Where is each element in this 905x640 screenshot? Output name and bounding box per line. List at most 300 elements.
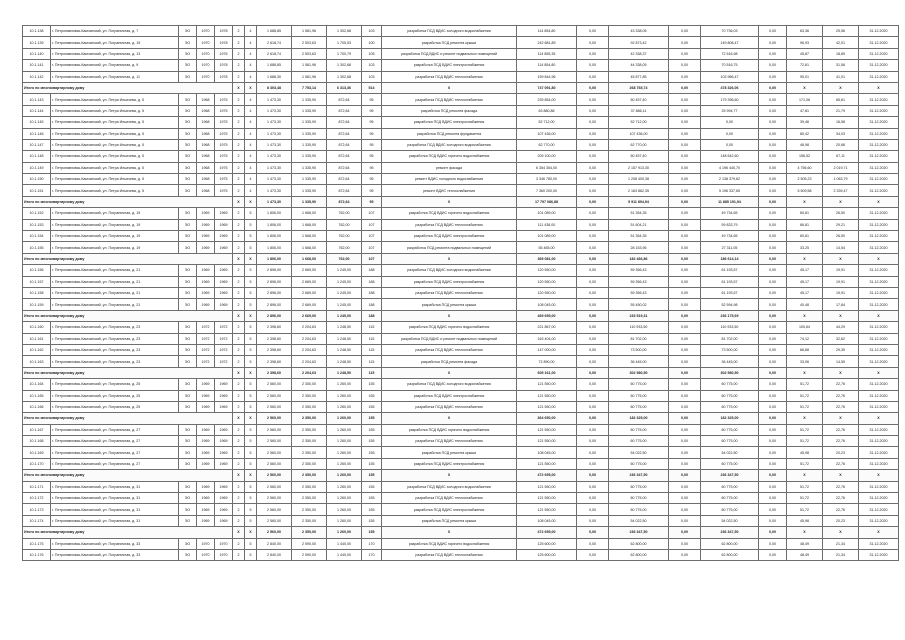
table-cell: 10.1.151 (23, 185, 51, 196)
table-cell: 1 335,90 (292, 128, 327, 139)
table-cell: 111 438,00 (517, 219, 577, 230)
table-cell: 10.1.176 (23, 549, 51, 560)
table-cell: ЭО (179, 151, 197, 162)
table-cell: 22,76 (823, 390, 859, 401)
table-cell: 2 505,23 (787, 174, 823, 185)
table-cell: ЭО (179, 515, 197, 526)
table-cell: 31.12.2020 (859, 208, 899, 219)
table-cell: Х (382, 82, 517, 93)
table-cell: ЭО (179, 94, 197, 105)
table-cell: 31.12.2020 (859, 219, 899, 230)
table-cell: 2 (233, 481, 245, 492)
table-cell: 1968 (197, 105, 215, 116)
total-label-cell: Итого по многоквартирному дому (23, 470, 233, 481)
table-cell: 0,00 (577, 447, 609, 458)
table-cell: 1970 (197, 71, 215, 82)
table-cell: 2 560,00 (257, 436, 292, 447)
table-cell: 51,72 (787, 504, 823, 515)
table-cell: 4 (245, 151, 257, 162)
table-cell: 0,00 (669, 82, 701, 93)
work-type-cell: разработка ПСД ВДИС теплоснабжения (382, 344, 517, 355)
table-row (23, 174, 899, 185)
table-cell: 2 (233, 60, 245, 71)
table-cell: 239 854,00 (517, 94, 577, 105)
table-cell: 31.12.2020 (859, 287, 899, 298)
table-cell: 108 045,00 (517, 299, 577, 310)
table-cell: 2 560,00 (257, 458, 292, 469)
table-cell: Х (823, 367, 859, 378)
table-cell: 1969 (197, 287, 215, 298)
table-cell: 72 890,00 (517, 356, 577, 367)
table-cell: 31.12.2020 (859, 344, 899, 355)
table-cell: 0,00 (577, 390, 609, 401)
table-cell: 4 (245, 26, 257, 37)
table-cell: 4 (245, 37, 257, 48)
table-cell: ЭО (179, 231, 197, 242)
table-cell: ЭО (179, 356, 197, 367)
table-cell: 121 550,00 (517, 458, 577, 469)
table-cell: 5 (245, 299, 257, 310)
table-cell: 872,64 (327, 174, 362, 185)
work-type-cell: разработка ПСД ВДИС холодного водоснабжения (382, 139, 517, 150)
table-cell: 60 775,00 (701, 458, 759, 469)
table-cell: 1 668,00 (292, 208, 327, 219)
table-row (23, 401, 899, 412)
table-cell: 22,76 (823, 493, 859, 504)
table-cell: 5 (245, 344, 257, 355)
work-type-cell: разработка ПСД ВДИС теплоснабжения (382, 401, 517, 412)
address-cell: г. Петропавловск-Камчатский, ул. Пограничная, д. 11 (51, 71, 179, 82)
table-cell: 10.1.170 (23, 458, 51, 469)
table-cell: 1968 (197, 151, 215, 162)
table-cell: 0,00 (577, 82, 609, 93)
table-cell: 10.1.142 (23, 71, 51, 82)
table-cell: 95 (362, 196, 382, 207)
table-cell: 31.12.2020 (859, 174, 899, 185)
table-cell: 51,72 (787, 458, 823, 469)
table-cell: 108 045,00 (517, 515, 577, 526)
table-cell: Х (382, 367, 517, 378)
table-cell: 0,00 (577, 219, 609, 230)
table-cell: 872,64 (327, 117, 362, 128)
table-cell: 31.12.2020 (859, 242, 899, 253)
table-cell: 2 560,00 (257, 401, 292, 412)
table-cell: 155 (362, 504, 382, 515)
table-cell: 2 (233, 504, 245, 515)
table-cell: 2 503,63 (292, 37, 327, 48)
table-cell: 1969 (197, 493, 215, 504)
address-cell: г. Петропавловск-Камчатский, ул. Пограничная, д. 19 (51, 231, 179, 242)
table-cell: 1 260,00 (327, 493, 362, 504)
total-label-cell: Итого по многоквартирному дому (23, 253, 233, 264)
table-cell: 10.1.156 (23, 265, 51, 276)
table-cell: 2 (233, 139, 245, 150)
table-cell: 49 734,65 (701, 231, 759, 242)
work-type-cell: разработка ПСД ВДИС горячего водоснабжения (382, 424, 517, 435)
table-row (23, 538, 899, 549)
table-cell: 0,00 (759, 538, 787, 549)
table-cell: 0,00 (759, 299, 787, 310)
table-cell: 0,00 (759, 71, 787, 82)
work-type-cell: разработка ПСД ВДИС и ремонт подвальных помещений (382, 333, 517, 344)
table-cell: 1 668,00 (292, 219, 327, 230)
table-cell: ЭО (179, 265, 197, 276)
table-cell: 0,00 (577, 162, 609, 173)
table-cell: 62 800,00 (609, 549, 669, 560)
table-cell: 872,64 (327, 185, 362, 196)
table-cell: 0,00 (577, 185, 609, 196)
table-cell: 0,00 (669, 48, 701, 59)
table-cell: 2 (233, 128, 245, 139)
table-cell: 1 260,00 (327, 458, 362, 469)
table-cell: 20,23 (823, 515, 859, 526)
table-cell: 1 473,30 (257, 196, 292, 207)
table-cell: 0,00 (701, 128, 759, 139)
address-cell: г. Петропавловск-Камчатский, ул. Пограничная, д. 33 (51, 538, 179, 549)
table-cell: 0,00 (669, 128, 701, 139)
table-row (23, 219, 899, 230)
table-cell: 31.12.2020 (859, 60, 899, 71)
table-cell: Х (859, 253, 899, 264)
table-cell: 81 702,00 (609, 333, 669, 344)
table-cell: Х (382, 527, 517, 538)
table-row (23, 128, 899, 139)
table-cell: 5 (245, 504, 257, 515)
table-cell: 10.1.153 (23, 219, 51, 230)
table-cell: 1 302,68 (327, 26, 362, 37)
table-cell: ЭО (179, 390, 197, 401)
table-cell: 95 (362, 151, 382, 162)
table-cell: 1970 (197, 538, 215, 549)
table-cell: 0,00 (669, 60, 701, 71)
address-cell: г. Петропавловск-Камчатский, ул. Пограничная, д. 25 (51, 390, 179, 401)
table-cell: 1 335,90 (292, 162, 327, 173)
table-cell: 17 797 086,88 (517, 196, 577, 207)
table-cell: 0,00 (669, 185, 701, 196)
work-type-cell: разработка ПСД ВДИС электроснабжения (382, 60, 517, 71)
table-cell: Х (787, 413, 823, 424)
table-cell: 11 885 191,94 (701, 196, 759, 207)
table-cell: 0,00 (669, 253, 701, 264)
repair-program-table (22, 25, 899, 561)
table-cell: 54 022,50 (701, 447, 759, 458)
table-cell: 2 (233, 151, 245, 162)
table-cell: 125 600,00 (517, 549, 577, 560)
table-cell: 0,00 (669, 367, 701, 378)
table-cell: 0,00 (577, 549, 609, 560)
table-cell: 55 450,02 (609, 299, 669, 310)
table-cell: 74,12 (787, 333, 823, 344)
work-type-cell: разработка ПСД ВДИС электроснабжения (382, 504, 517, 515)
table-cell: 101 089,00 (517, 208, 577, 219)
table-cell: 1 806,00 (257, 219, 292, 230)
table-cell: 1969 (215, 424, 233, 435)
table-cell: 0,00 (701, 117, 759, 128)
table-cell: 101 089,00 (517, 231, 577, 242)
table-cell: ЭО (179, 447, 197, 458)
table-cell: 1969 (197, 265, 215, 276)
table-cell: 103 (362, 71, 382, 82)
table-cell: 1 245,00 (327, 299, 362, 310)
table-cell: 2 669,00 (292, 265, 327, 276)
table-cell: 10.1.173 (23, 504, 51, 515)
table-cell: 2 (233, 538, 245, 549)
table-cell: 5 (245, 538, 257, 549)
table-cell: 188 (362, 287, 382, 298)
table-cell: 2 560,00 (257, 424, 292, 435)
table-cell: ЭО (179, 174, 197, 185)
table-cell: 4 196 440,70 (701, 162, 759, 173)
table-cell: 2 618,74 (257, 48, 292, 59)
table-cell: 2 560,00 (257, 379, 292, 390)
table-cell: 148 642,60 (701, 151, 759, 162)
table-cell: 45,17 (787, 287, 823, 298)
table-cell: 105 (362, 48, 382, 59)
table-cell: 2 (233, 515, 245, 526)
table-cell: 1969 (215, 208, 233, 219)
table-cell: 2 (233, 287, 245, 298)
table-cell: 0,00 (701, 139, 759, 150)
table-cell: 1978 (215, 37, 233, 48)
table-cell: Х (859, 367, 899, 378)
table-cell: 0,00 (669, 37, 701, 48)
table-cell: 20,23 (823, 447, 859, 458)
table-cell: 1978 (215, 60, 233, 71)
table-cell: 1 473,30 (257, 139, 292, 150)
table-cell: 0,00 (669, 515, 701, 526)
table-cell: 2 204,63 (292, 367, 327, 378)
table-cell: 268 765,74 (609, 82, 669, 93)
table-cell: 51,72 (787, 424, 823, 435)
table-cell: 2 669,00 (292, 299, 327, 310)
table-cell: 0,00 (577, 265, 609, 276)
table-cell: 2 350,00 (292, 481, 327, 492)
table-cell: 2 350,00 (292, 413, 327, 424)
table-cell: 60 775,00 (609, 390, 669, 401)
table-cell: 31.12.2020 (859, 26, 899, 37)
table-cell: Х (823, 82, 859, 93)
table-cell: 2 (233, 94, 245, 105)
table-cell: 1 473,30 (257, 128, 292, 139)
table-cell: ЭО (179, 549, 197, 560)
table-cell: 2 398,60 (257, 344, 292, 355)
table-cell: 5 (245, 242, 257, 253)
table-cell: Х (233, 82, 245, 93)
table-cell: 1 245,00 (327, 287, 362, 298)
table-cell: Х (382, 470, 517, 481)
table-cell: 51,72 (787, 493, 823, 504)
table-cell: 0,00 (759, 527, 787, 538)
table-cell: 22,76 (823, 436, 859, 447)
table-cell: 1975 (215, 139, 233, 150)
table-cell: 1 473,30 (257, 185, 292, 196)
table-cell: 4 (245, 139, 257, 150)
work-type-cell: разработка ПСД ВДИС холодного водоснабжения (382, 265, 517, 276)
table-cell: 1970 (197, 60, 215, 71)
total-label-cell: Итого по многоквартирному дому (23, 196, 233, 207)
table-cell: 1969 (215, 401, 233, 412)
table-cell: 0,00 (759, 549, 787, 560)
table-cell: ЭО (179, 37, 197, 48)
table-cell: 0,00 (759, 322, 787, 333)
table-cell: 2 (233, 117, 245, 128)
table-cell: 10.1.160 (23, 322, 51, 333)
table-cell: 10.1.154 (23, 231, 51, 242)
table-cell: 14,54 (823, 242, 859, 253)
table-cell: 120 550,00 (517, 287, 577, 298)
work-type-cell: разработка ПСД ВДИС теплоснабжения (382, 94, 517, 105)
address-cell: г. Петропавловск-Камчатский, ул. Петра Ильичева, д. 5 (51, 162, 179, 173)
table-cell: 0,00 (759, 333, 787, 344)
table-cell: 107 436,00 (517, 128, 577, 139)
table-cell: 10.1.164 (23, 379, 51, 390)
table-cell: 2 896,00 (257, 287, 292, 298)
table-cell: 209 100,00 (517, 151, 577, 162)
table-cell: 0,00 (759, 151, 787, 162)
table-cell: 115 (362, 344, 382, 355)
table-cell: 31.12.2020 (859, 549, 899, 560)
table-cell: 0,00 (759, 401, 787, 412)
table-cell: 1 260,00 (327, 504, 362, 515)
table-cell: 1972 (197, 344, 215, 355)
table-cell: 51,72 (787, 390, 823, 401)
work-type-cell: разработка ПСД ремонта крыши (382, 447, 517, 458)
table-cell: 48,49 (787, 549, 823, 560)
table-cell: 0,00 (669, 447, 701, 458)
table-cell: 10.1.152 (23, 208, 51, 219)
table-cell: 22,76 (823, 504, 859, 515)
table-cell: 0,00 (577, 128, 609, 139)
table-cell: 0,00 (577, 413, 609, 424)
table-cell: 0,00 (669, 344, 701, 355)
table-cell: 10.1.161 (23, 333, 51, 344)
table-cell: 1969 (197, 401, 215, 412)
table-cell: Х (233, 413, 245, 424)
table-cell: 10.1.166 (23, 401, 51, 412)
table-cell: 1 260,00 (327, 447, 362, 458)
total-label-cell: Итого по многоквартирному дому (23, 367, 233, 378)
table-cell: 0,00 (759, 219, 787, 230)
table-cell: 32,62 (823, 333, 859, 344)
table-cell: 60 775,00 (609, 504, 669, 515)
table-cell: 762,00 (327, 242, 362, 253)
table-cell: 0,00 (759, 162, 787, 173)
table-cell: 31.12.2020 (859, 538, 899, 549)
table-cell: 31.12.2020 (859, 322, 899, 333)
table-cell: 45,17 (787, 276, 823, 287)
table-cell: 0,00 (759, 242, 787, 253)
table-cell: 10.1.171 (23, 481, 51, 492)
table-cell: 1969 (215, 299, 233, 310)
table-cell: 4 (245, 94, 257, 105)
table-row (23, 117, 899, 128)
table-cell: 2 560,00 (257, 447, 292, 458)
table-total-row (23, 253, 899, 264)
table-cell: Х (859, 82, 899, 93)
table-cell: 1 063,79 (823, 174, 859, 185)
table-cell: 54 022,50 (609, 515, 669, 526)
table-cell: ЭО (179, 401, 197, 412)
table-cell: 1972 (215, 356, 233, 367)
table-row (23, 481, 899, 492)
table-cell: Х (245, 367, 257, 378)
address-cell: г. Петропавловск-Камчатский, ул. Пограничная, д. 31 (51, 493, 179, 504)
table-cell: 51,72 (787, 379, 823, 390)
table-cell: 49 734,65 (701, 208, 759, 219)
table-cell: 73 500,00 (609, 344, 669, 355)
table-cell: 22,76 (823, 379, 859, 390)
work-type-cell: разработка ПСД ВДИС электроснабжения (382, 117, 517, 128)
work-type-cell: ремонт фасада (382, 162, 517, 173)
table-cell: 1972 (215, 322, 233, 333)
table-row (23, 322, 899, 333)
table-cell: 1969 (197, 424, 215, 435)
table-cell: 1968 (197, 185, 215, 196)
work-type-cell: разработка ПСД ВДИС и ремонт подвальных помещений (382, 48, 517, 59)
table-cell: 0,00 (669, 139, 701, 150)
table-cell: 2 204,63 (292, 322, 327, 333)
table-cell: 18,89 (823, 48, 859, 59)
table-cell: 2 560,00 (257, 481, 292, 492)
table-cell: 0,00 (577, 527, 609, 538)
table-cell: 0,00 (759, 458, 787, 469)
table-cell: 1 302,68 (327, 60, 362, 71)
table-cell: 1976 (215, 48, 233, 59)
table-cell: 872,64 (327, 128, 362, 139)
table-cell: 39,46 (787, 117, 823, 128)
table-cell: 55 465,00 (517, 242, 577, 253)
table-cell: 2 204,63 (292, 333, 327, 344)
table-row (23, 276, 899, 287)
table-cell: 0,00 (577, 71, 609, 82)
table-cell: 5 (245, 356, 257, 367)
table-cell: 31.12.2020 (859, 105, 899, 116)
table-cell: 0,00 (577, 105, 609, 116)
table-cell: 0,00 (759, 117, 787, 128)
table-cell: 31,56 (823, 60, 859, 71)
table-cell: 60 457,40 (609, 151, 669, 162)
table-cell: 63 880,88 (517, 105, 577, 116)
table-cell: 236 347,50 (609, 470, 669, 481)
table-cell: 21,79 (823, 105, 859, 116)
table-cell: 5 (245, 333, 257, 344)
table-cell: 2 (233, 322, 245, 333)
table-cell: 60 775,00 (701, 401, 759, 412)
table-cell: 0,00 (577, 401, 609, 412)
table-cell: 1 260,00 (327, 401, 362, 412)
table-cell: 10.1.139 (23, 37, 51, 48)
table-cell: 54 022,50 (701, 515, 759, 526)
table-cell: 0,00 (577, 48, 609, 59)
table-cell: 60 775,00 (609, 458, 669, 469)
address-cell: г. Петропавловск-Камчатский, ул. Пограничная, д. 31 (51, 504, 179, 515)
table-cell: 21,34 (823, 538, 859, 549)
table-cell: 5 (245, 379, 257, 390)
table-cell: 5 (245, 219, 257, 230)
table-cell: 2 (233, 436, 245, 447)
table-cell: 31.12.2020 (859, 481, 899, 492)
table-cell: 95,01 (787, 71, 823, 82)
table-cell: 1968 (197, 139, 215, 150)
work-type-cell: разработка ПСД ВДИС теплоснабжения (382, 71, 517, 82)
table-cell: 0,00 (759, 276, 787, 287)
table-cell: 1969 (215, 436, 233, 447)
table-cell: 1 245,00 (327, 276, 362, 287)
table-cell: 1972 (215, 333, 233, 344)
table-cell: 1968 (197, 162, 215, 173)
table-cell: 31.12.2020 (859, 276, 899, 287)
table-cell: 19,91 (823, 276, 859, 287)
